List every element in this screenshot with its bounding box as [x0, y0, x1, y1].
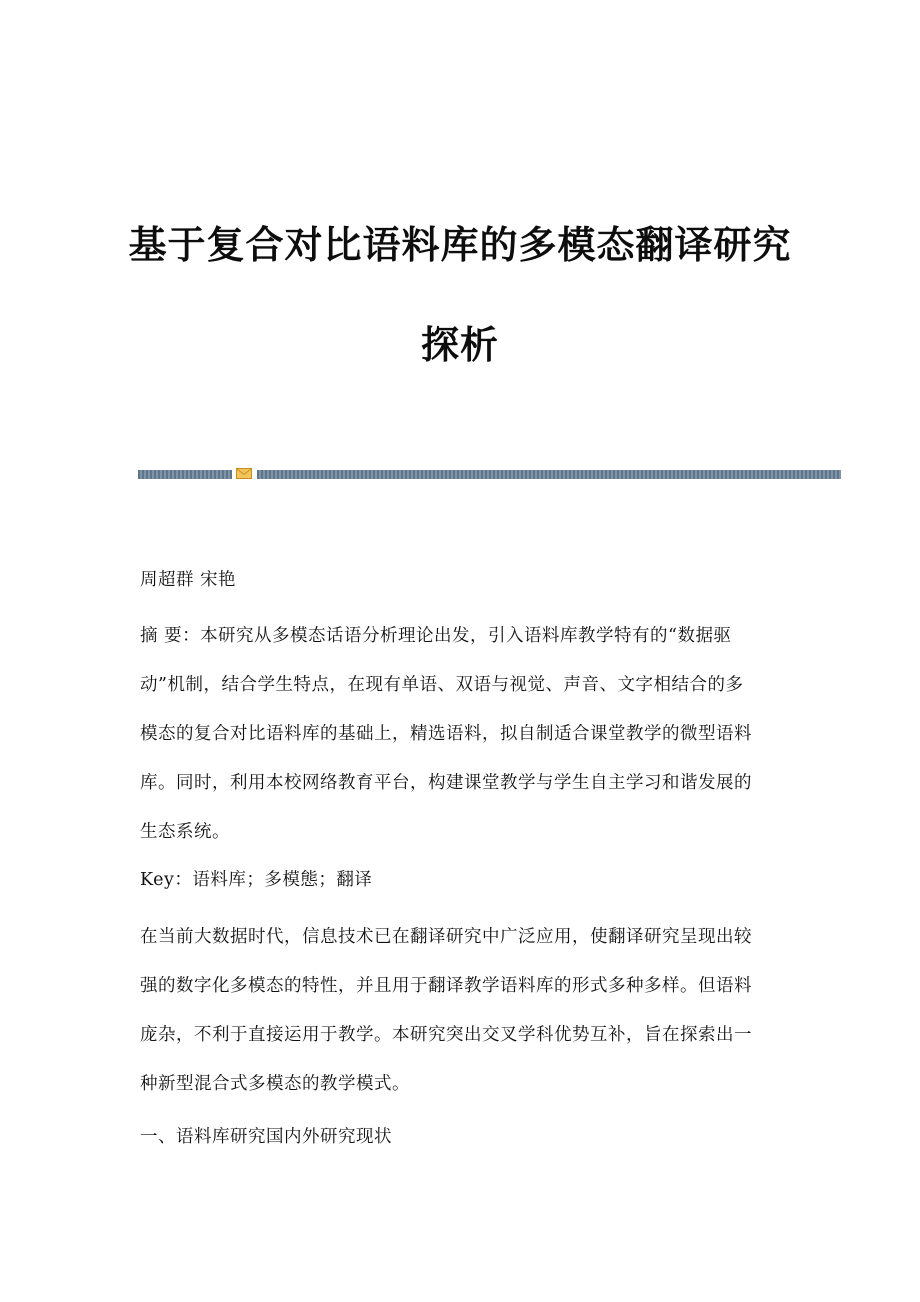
- abstract-paragraph: [140, 612, 780, 857]
- document-title-line-1: 基于复合对比语料库的多模态翻译研究: [128, 223, 792, 267]
- document-title-line-2: 探析: [420, 323, 499, 367]
- intro-line: 庞杂，不利于直接运用于教学。本研究突出交叉学科优势互补，旨在探索出一: [140, 1025, 752, 1045]
- section-heading: 一、语料库研究国内外研究现状: [140, 1127, 392, 1147]
- title-divider-right: [257, 470, 841, 479]
- envelope-icon: [236, 467, 252, 480]
- intro-line: 种新型混合式多模态的教学模式。: [140, 1074, 410, 1094]
- intro-line: 强的数字化多模态的特性，并且用于翻译教学语料库的形式多种多样。但语料: [140, 976, 752, 996]
- abstract-line: 模态的复合对比语料库的基础上，精选语料，拟自制适合课堂教学的微型语料: [140, 724, 752, 744]
- keywords-line: Key：语料库；多模態；翻译: [140, 870, 373, 890]
- abstract-line: 库。同时，利用本校网络教育平台，构建课堂教学与学生自主学习和谐发展的: [140, 773, 752, 793]
- abstract-line: 摘 要：本研究从多模态话语分析理论出发，引入语料库教学特有的“数据驱: [140, 626, 732, 646]
- abstract-line: 动”机制，结合学生特点，在现有单语、双语与视觉、声音、文字相结合的多: [140, 675, 744, 695]
- abstract-line: 生态系统。: [140, 822, 230, 842]
- intro-paragraph: [140, 913, 780, 1109]
- author-names: 周超群 宋艳: [140, 570, 237, 590]
- intro-line: 在当前大数据时代，信息技术已在翻译研究中广泛应用，使翻译研究呈现出较: [140, 927, 752, 947]
- title-divider-left: [138, 470, 232, 479]
